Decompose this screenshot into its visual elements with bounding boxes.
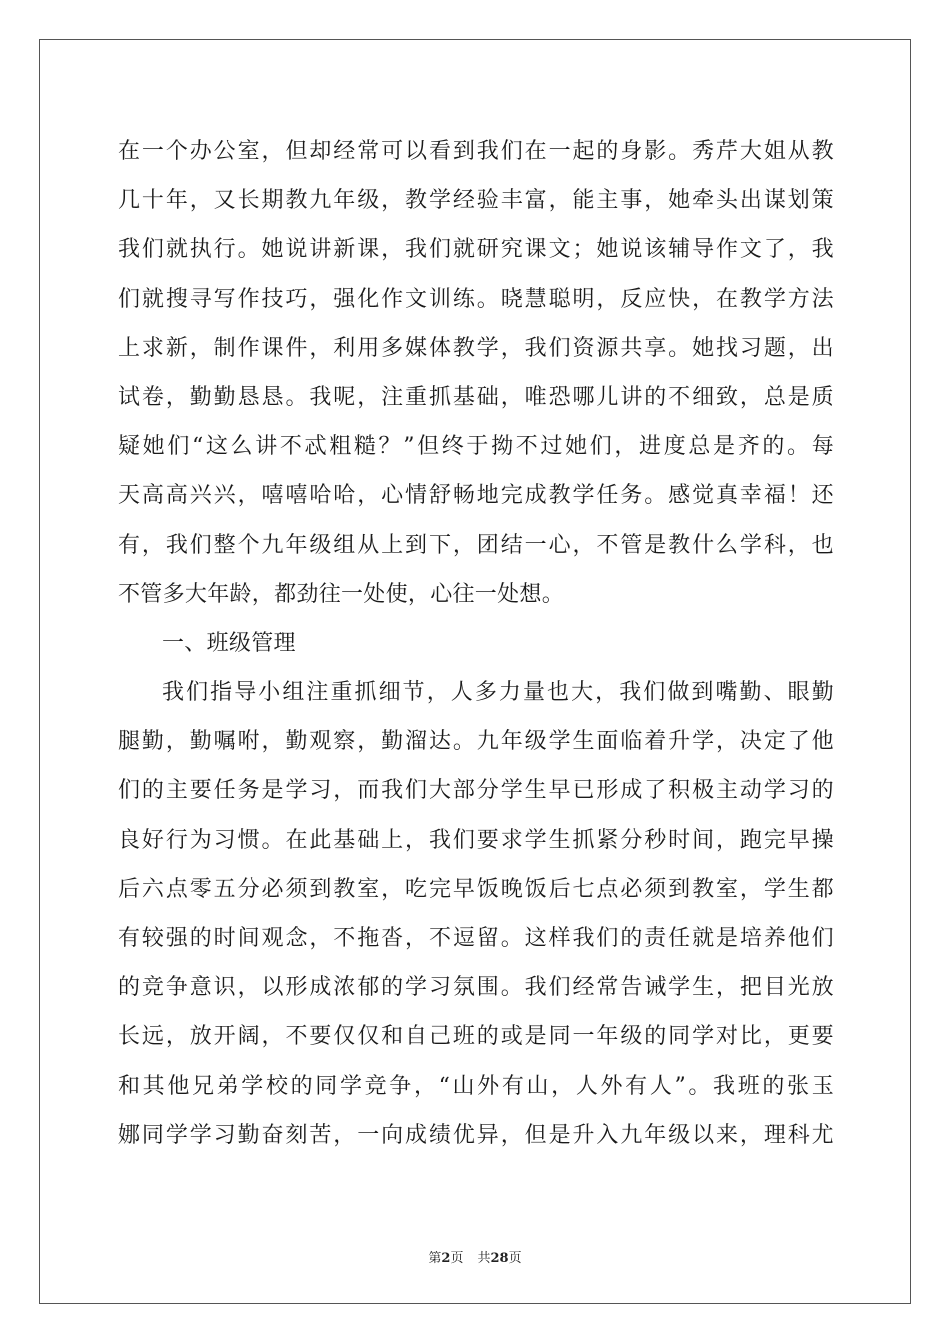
text-line: 在一个办公室，但却经常可以看到我们在一起的身影。秀芹大姐从教 xyxy=(118,139,834,164)
text-line: 上求新，制作课件，利用多媒体教学，我们资源共享。她找习题，出 xyxy=(118,335,834,361)
text-line: 不管多大年龄，都劲往一处使，心往一处想。 xyxy=(118,581,565,607)
footer-total-prefix: 共 xyxy=(477,1251,491,1266)
text-line: 的竞争意识，以形成浓郁的学习氛围。我们经常告诫学生，把目光放 xyxy=(118,975,834,1001)
text-line: 良好行为习惯。在此基础上，我们要求学生抓紧分秒时间，跑完早操 xyxy=(118,827,834,853)
page-footer xyxy=(0,1247,950,1266)
footer-page-number: 2 xyxy=(441,1251,451,1266)
text-line: 试卷，勤勤恳恳。我呢，注重抓基础，唯恐哪儿讲的不细致，总是质 xyxy=(118,384,834,410)
text-line: 和其他兄弟学校的同学竞争，“山外有山，人外有人”。我班的张玉 xyxy=(118,1073,834,1099)
text-line: 有较强的时间观念，不拖沓，不逗留。这样我们的责任就是培养他们 xyxy=(118,926,834,951)
text-line: 疑她们“这么讲不忒粗糙？”但终于拗不过她们，进度总是齐的。每 xyxy=(118,434,834,460)
text-line: 们的主要任务是学习，而我们大部分学生早已形成了积极主动学习的 xyxy=(118,778,834,804)
footer-total-pages: 28 xyxy=(490,1251,509,1266)
text-line: 腿勤，勤嘱咐，勤观察，勤溜达。九年级学生面临着升学，决定了他 xyxy=(118,729,834,755)
text-line: 后六点零五分必须到教室，吃完早饭晚饭后七点必须到教室，学生都 xyxy=(118,876,834,902)
text-line: 长远，放开阔，不要仅仅和自己班的或是同一年级的同学对比，更要 xyxy=(118,1024,834,1050)
text-line: 有，我们整个九年级组从上到下，团结一心，不管是教什么学科，也 xyxy=(118,532,834,558)
text-line: 们就搜寻写作技巧，强化作文训练。晓慧聪明，反应快，在教学方法 xyxy=(118,286,834,312)
text-line: 天高高兴兴，嘻嘻哈哈，心情舒畅地完成教学任务。感觉真幸福！还 xyxy=(118,483,834,509)
text-line: 我们就执行。她说讲新课，我们就研究课文；她说该辅导作文了，我 xyxy=(118,237,834,263)
text-line: 娜同学学习勤奋刻苦，一向成绩优异，但是升入九年级以来，理科尤 xyxy=(118,1122,834,1148)
document-body xyxy=(118,127,834,1160)
text-line: 一、班级管理 xyxy=(162,630,296,656)
footer-page-prefix: 第 xyxy=(428,1251,442,1266)
text-line: 几十年，又长期教九年级，教学经验丰富，能主事，她牵头出谋划策 xyxy=(118,188,834,214)
footer-total-suffix: 页 xyxy=(508,1251,522,1266)
footer-page-suffix: 页 xyxy=(450,1251,464,1266)
text-line: 我们指导小组注重抓细节，人多力量也大，我们做到嘴勤、眼勤 xyxy=(162,680,834,706)
